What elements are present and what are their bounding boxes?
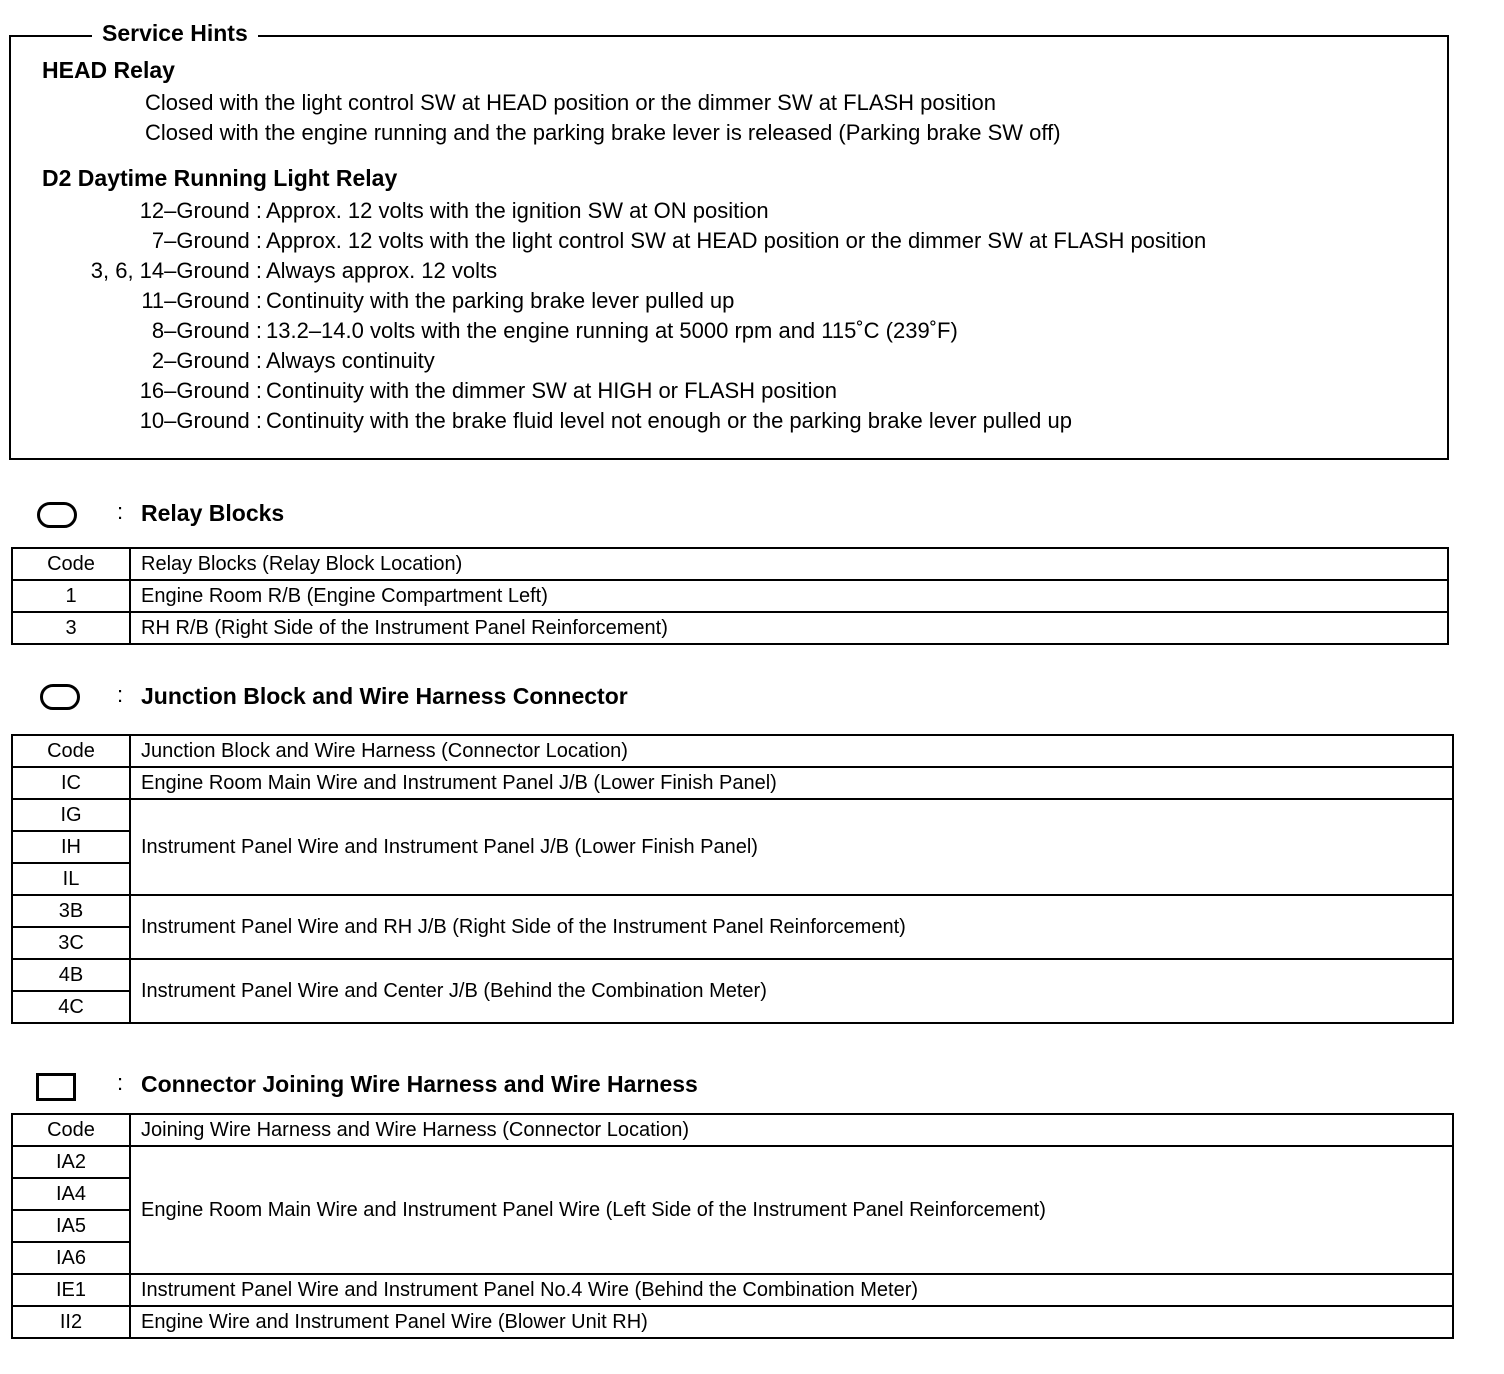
table-header-row xyxy=(12,735,1453,767)
drl-relay-term: 12–Ground : xyxy=(139,198,262,223)
code-cell: II2 xyxy=(12,1306,130,1338)
drl-relay-desc: Approx. 12 volts with the ignition SW at ON position xyxy=(266,198,769,223)
drl-relay-term: 3, 6, 14–Ground : xyxy=(90,258,262,283)
header-desc-cell: Relay Blocks (Relay Block Location) xyxy=(130,548,1448,580)
drl-relay-term: 8–Ground : xyxy=(151,318,262,343)
code-cell: 1 xyxy=(12,580,130,612)
code-cell: 3C xyxy=(12,927,130,959)
section-colon: : xyxy=(117,499,124,524)
table-row xyxy=(12,895,1453,927)
code-cell: 4B xyxy=(12,959,130,991)
code-cell: IA2 xyxy=(12,1146,130,1178)
location-cell: Engine Wire and Instrument Panel Wire (Blower Unit RH) xyxy=(130,1306,1453,1338)
head-relay-desc-2: Closed with the engine running and the parking brake lever is released (Parking brake SW off) xyxy=(145,120,1061,145)
head-relay-heading: HEAD Relay xyxy=(42,57,175,83)
connectors-title: Connector Joining Wire Harness and Wire Harness xyxy=(141,1071,698,1097)
location-cell: Instrument Panel Wire and Instrument Panel J/B (Lower Finish Panel) xyxy=(130,799,1453,895)
header-code-cell: Code xyxy=(12,1114,130,1146)
table-row xyxy=(12,1146,1453,1178)
location-cell: Engine Room R/B (Engine Compartment Left) xyxy=(130,580,1448,612)
drl-relay-term: 2–Ground : xyxy=(151,348,262,373)
code-cell: IE1 xyxy=(12,1274,130,1306)
code-cell: 4C xyxy=(12,991,130,1023)
header-desc-cell: Junction Block and Wire Harness (Connector Location) xyxy=(130,735,1453,767)
header-code-cell: Code xyxy=(12,548,130,580)
drl-relay-desc: 13.2–14.0 volts with the engine running at 5000 rpm and 115˚C (239˚F) xyxy=(266,318,958,343)
drl-relay-desc: Always continuity xyxy=(266,348,435,373)
drl-relay-term: 11–Ground : xyxy=(141,288,262,313)
table-row xyxy=(12,1274,1453,1306)
header-desc-cell: Joining Wire Harness and Wire Harness (Connector Location) xyxy=(130,1114,1453,1146)
location-cell: Engine Room Main Wire and Instrument Panel J/B (Lower Finish Panel) xyxy=(130,767,1453,799)
location-cell: RH R/B (Right Side of the Instrument Panel Reinforcement) xyxy=(130,612,1448,644)
table-row xyxy=(12,580,1448,612)
location-cell: Instrument Panel Wire and Instrument Panel No.4 Wire (Behind the Combination Meter) xyxy=(130,1274,1453,1306)
drl-relay-desc: Continuity with the parking brake lever pulled up xyxy=(266,288,735,313)
drl-relay-desc: Continuity with the brake fluid level not enough or the parking brake lever pulled up xyxy=(266,408,1072,433)
junction-blocks-table xyxy=(11,734,1454,1024)
code-cell: IA5 xyxy=(12,1210,130,1242)
drl-relay-term: 10–Ground : xyxy=(139,408,262,433)
drl-relay-term: 16–Ground : xyxy=(139,378,262,403)
table-header-row xyxy=(12,548,1448,580)
table-header-row xyxy=(12,1114,1453,1146)
location-cell: Instrument Panel Wire and Center J/B (Behind the Combination Meter) xyxy=(130,959,1453,1023)
code-cell: 3 xyxy=(12,612,130,644)
location-cell: Instrument Panel Wire and RH J/B (Right Side of the Instrument Panel Reinforcement) xyxy=(130,895,1453,959)
relay-blocks-title: Relay Blocks xyxy=(141,500,285,526)
service-hints-title: Service Hints xyxy=(92,18,258,48)
junction-blocks-title: Junction Block and Wire Harness Connector xyxy=(141,683,628,709)
code-cell: IA6 xyxy=(12,1242,130,1274)
head-relay-desc-1: Closed with the light control SW at HEAD position or the dimmer SW at FLASH position xyxy=(145,90,997,115)
location-cell: Engine Room Main Wire and Instrument Panel Wire (Left Side of the Instrument Panel Reinforcement) xyxy=(130,1146,1453,1274)
section-colon: : xyxy=(117,1070,124,1095)
drl-relay-desc: Continuity with the dimmer SW at HIGH or FLASH position xyxy=(266,378,837,403)
table-row xyxy=(12,767,1453,799)
table-row xyxy=(12,612,1448,644)
table-row xyxy=(12,1306,1453,1338)
oval-symbol xyxy=(40,684,80,710)
header-code-cell: Code xyxy=(12,735,130,767)
code-cell: IC xyxy=(12,767,130,799)
rectangle-symbol xyxy=(36,1073,76,1101)
relay-blocks-table xyxy=(11,547,1449,645)
code-cell: IL xyxy=(12,863,130,895)
oval-symbol xyxy=(37,502,77,528)
code-cell: IA4 xyxy=(12,1178,130,1210)
code-cell: IH xyxy=(12,831,130,863)
drl-relay-heading: D2 Daytime Running Light Relay xyxy=(42,165,398,191)
code-cell: IG xyxy=(12,799,130,831)
drl-relay-desc: Always approx. 12 volts xyxy=(266,258,498,283)
code-cell: 3B xyxy=(12,895,130,927)
table-row xyxy=(12,959,1453,991)
connectors-table xyxy=(11,1113,1454,1339)
table-row xyxy=(12,799,1453,831)
drl-relay-desc: Approx. 12 volts with the light control SW at HEAD position or the dimmer SW at FLASH position xyxy=(266,228,1207,253)
section-colon: : xyxy=(117,682,124,707)
drl-relay-term: 7–Ground : xyxy=(151,228,262,253)
